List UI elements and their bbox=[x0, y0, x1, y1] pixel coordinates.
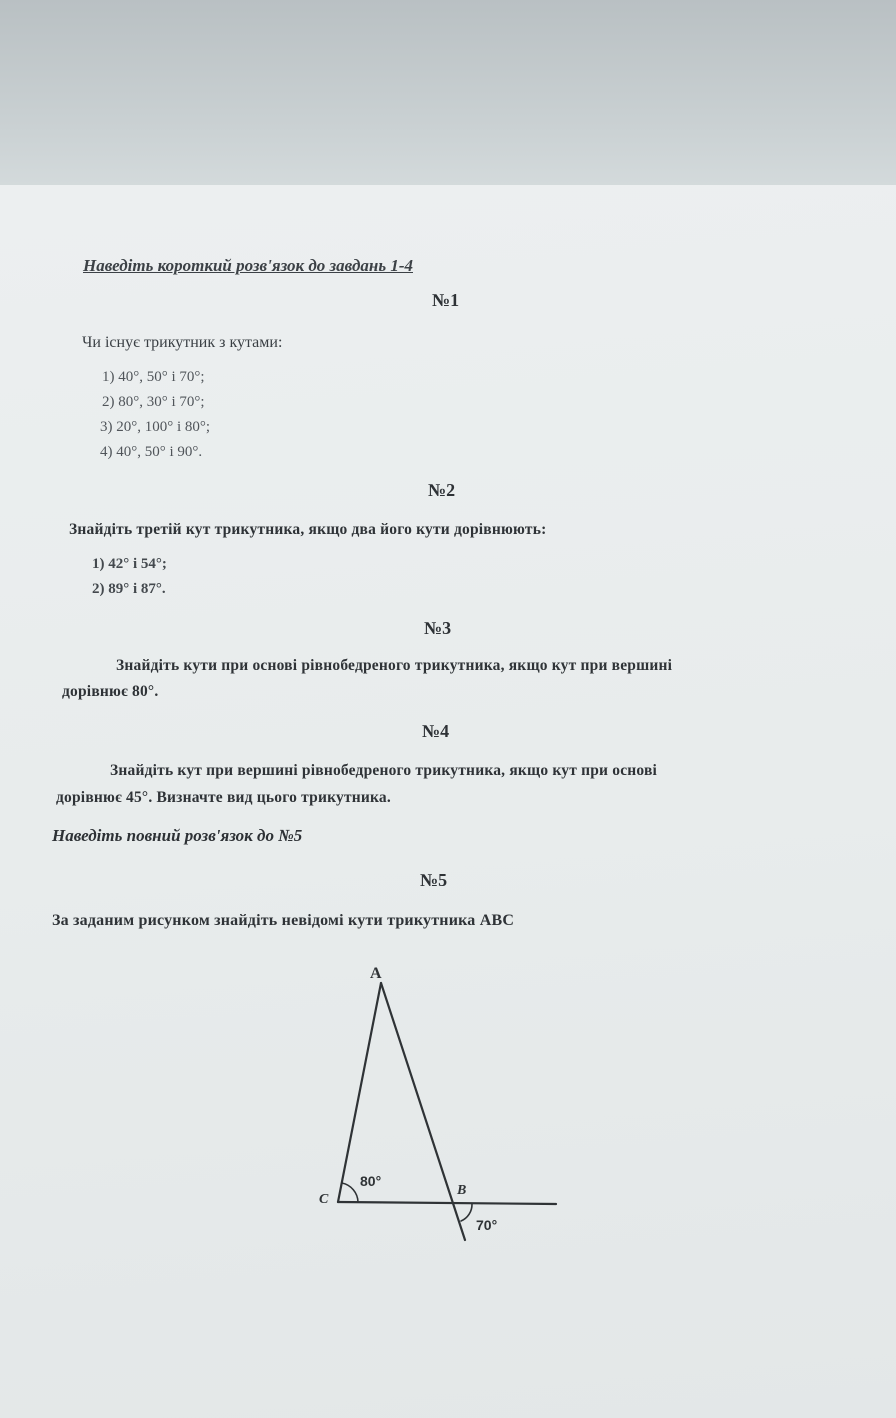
full-solution-instruction: Наведіть повний розв'язок до №5 bbox=[52, 826, 303, 845]
task1-item-3: 3) 20°, 100° і 80°; bbox=[100, 419, 211, 435]
task2-question: Знайдіть третій кут трикутника, якщо два його кути дорівнюють: bbox=[69, 521, 547, 538]
task3-line-2: дорівнює 80°. bbox=[62, 683, 159, 700]
short-solution-instruction: Наведіть короткий розв'язок до завдань 1-4 bbox=[83, 256, 413, 275]
task1-item-1: 1) 40°, 50° і 70°; bbox=[102, 369, 205, 385]
task2-item-2: 2) 89° і 87°. bbox=[92, 581, 166, 597]
task5-number: №5 bbox=[420, 870, 448, 890]
angle-c-arc bbox=[342, 1183, 358, 1202]
task1-question: Чи існує трикутник з кутами: bbox=[82, 334, 283, 351]
task5-question: За заданим рисунком знайдіть невідомі кути трикутника ABC bbox=[52, 912, 515, 929]
line-cb-extended bbox=[338, 1202, 556, 1204]
angle-c-label: 80° bbox=[360, 1173, 382, 1189]
task4-line-1: Знайдіть кут при вершині рівнобедреного трикутника, якщо кут при основі bbox=[110, 762, 658, 779]
label-b: B bbox=[457, 1183, 467, 1198]
task4-number: №4 bbox=[422, 721, 450, 741]
task1-number: №1 bbox=[432, 290, 460, 310]
task4-line-2: дорівнює 45°. Визначте вид цього трикутника. bbox=[56, 789, 391, 806]
angle-b-arc bbox=[461, 1204, 472, 1221]
task1-item-2: 2) 80°, 30° і 70°; bbox=[102, 394, 205, 410]
task3-line-1: Знайдіть кути при основі рівнобедреного трикутника, якщо кут при вершині bbox=[116, 657, 673, 674]
label-c: C bbox=[319, 1192, 329, 1207]
task1-item-4: 4) 40°, 50° і 90°. bbox=[100, 444, 203, 460]
side-ca bbox=[338, 983, 381, 1202]
label-a: A bbox=[370, 965, 382, 982]
task2-item-1: 1) 42° і 54°; bbox=[92, 556, 167, 572]
angle-b-ext-label: 70° bbox=[476, 1217, 498, 1233]
task2-number: №2 bbox=[428, 480, 456, 500]
task3-number: №3 bbox=[424, 618, 452, 638]
